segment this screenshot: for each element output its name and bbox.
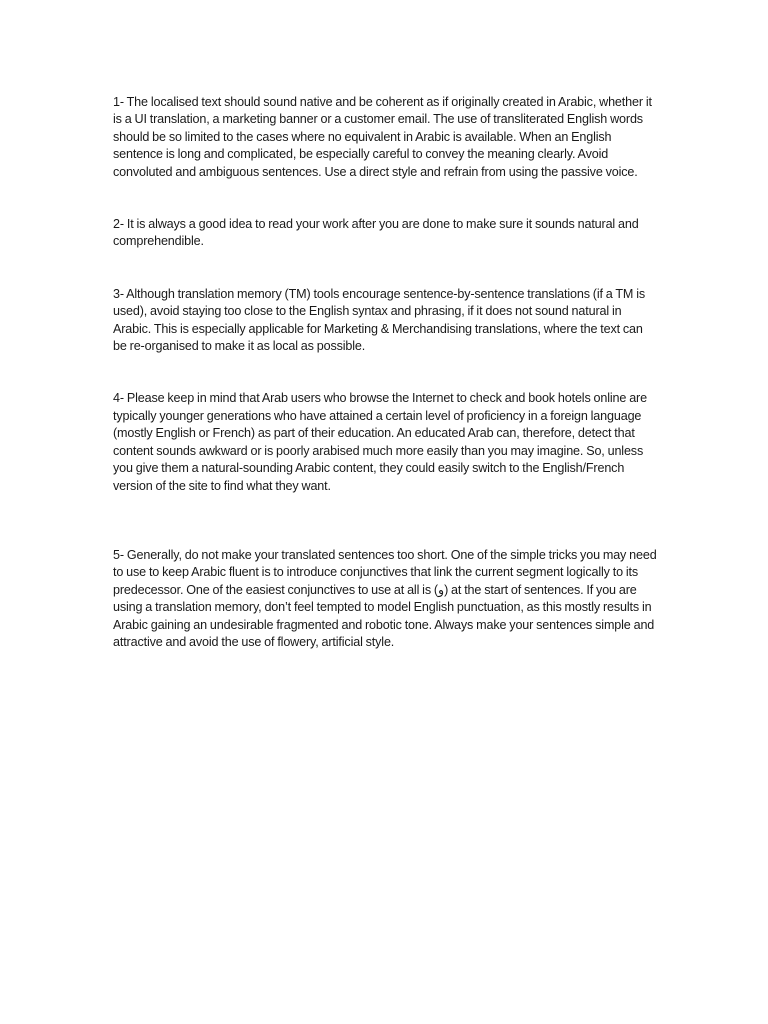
guideline-paragraph-5: 5- Generally, do not make your translated sentences too short. One of the simple tricks you may need to use to keep Arabic fluent is to introduce conjunctives that link the current segment logically to its predecessor. One of the easiest conjunctives to use at all is (و) at the start of sentences. If you are using a translation memory, don’t feel tempted to model English punctuation, as this mostly results in Arabic gaining an undesirable fragmented and robotic tone. Always make your sentences simple and attractive and avoid the use of flowery, artificial style. <box>113 547 657 649</box>
document-page <box>113 94 658 651</box>
guideline-paragraph-3: 3- Although translation memory (TM) tools encourage sentence-by-sentence translations (if a TM is used), avoid staying too close to the English syntax and phrasing, if it does not sound natural in Arabic. This is especially applicable for Marketing & Merchandising translations, where the text can be re-organised to make it as local as possible. <box>113 286 645 354</box>
guideline-paragraph-4: 4- Please keep in mind that Arab users who browse the Internet to check and book hotels online are typically younger generations who have attained a certain level of proficiency in a foreign language (mostly English or French) as part of their education. An educated Arab can, therefore, detect that content sounds awkward or is poorly arabised much more easily than you may imagine. So, unless you give them a natural-sounding Arabic content, they could easily switch to the English/French version of the site to find what they want. <box>113 391 647 493</box>
guideline-paragraph-2: 2- It is always a good idea to read your work after you are done to make sure it sounds natural and comprehendible. <box>113 217 639 249</box>
guideline-paragraph-1: 1- The localised text should sound native and be coherent as if originally created in Arabic, whether it is a UI translation, a marketing banner or a customer email. The use of transliterated English words should be so limited to the cases where no equivalent in Arabic is available. When an English sentence is long and complicated, be especially careful to convey the meaning clearly. Avoid convoluted and ambiguous sentences. Use a direct style and refrain from using the passive voice. <box>113 95 652 179</box>
